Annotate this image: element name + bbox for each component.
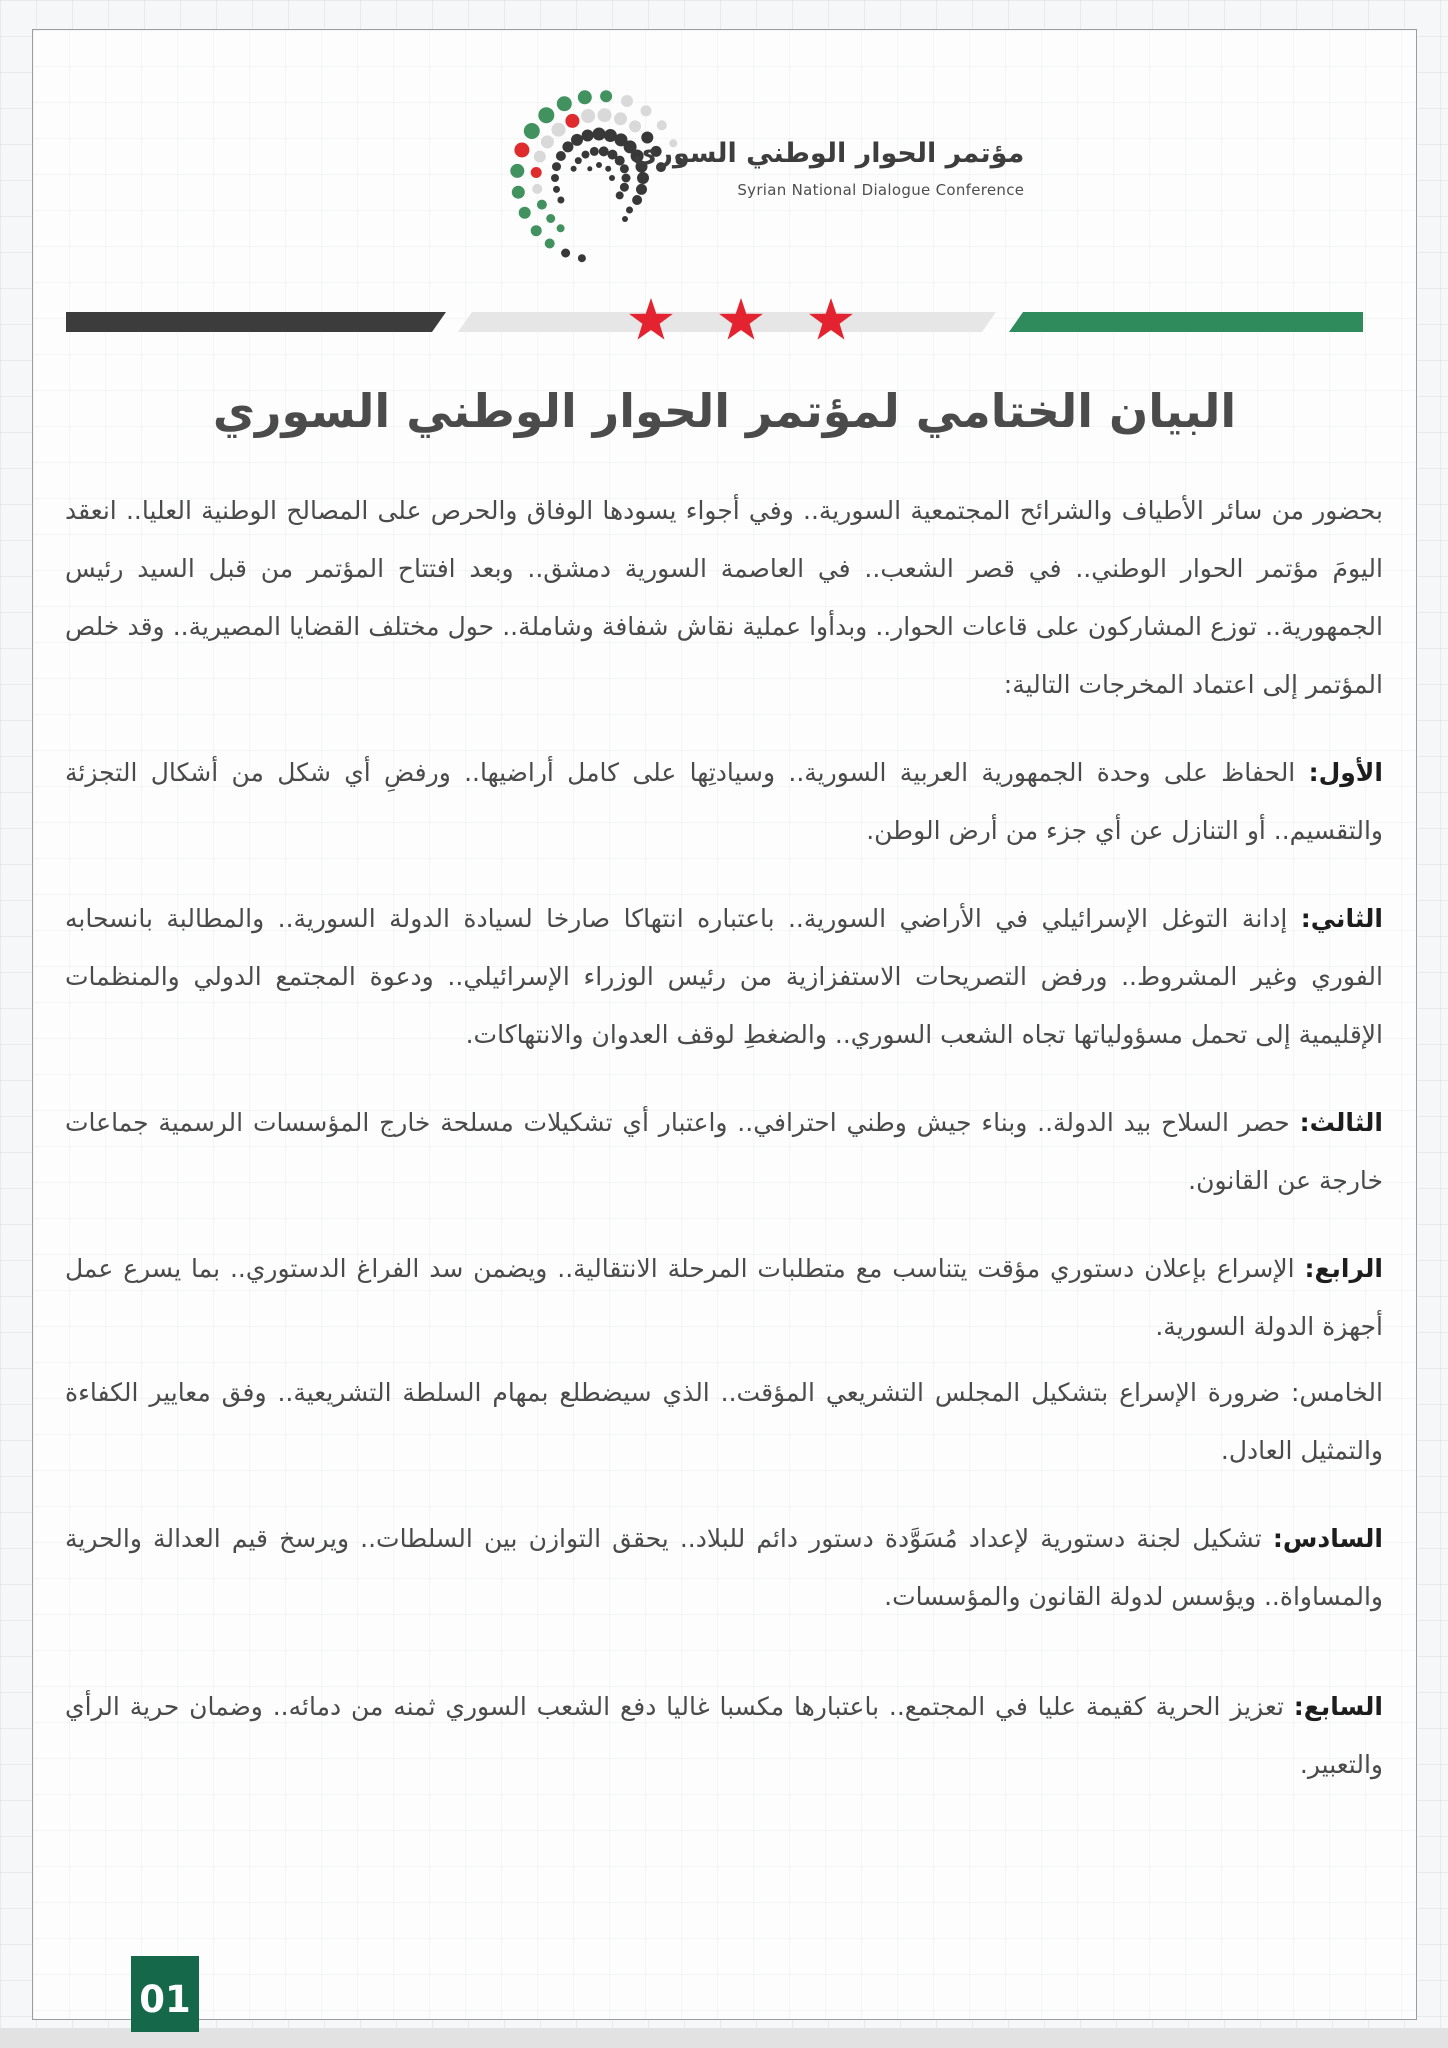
flag-green-segment	[1009, 312, 1363, 332]
star-icon	[626, 297, 676, 345]
logo-title-english: Syrian National Dialogue Conference	[737, 181, 1025, 199]
flag-black-segment	[66, 312, 446, 332]
statement-item-1	[65, 744, 1383, 860]
item-4-label: الرابع:	[1304, 1254, 1383, 1283]
item-3-label: الثالث:	[1299, 1108, 1383, 1137]
logo-text	[633, 138, 1025, 199]
conference-logo	[61, 86, 1444, 262]
statement-item-5	[65, 1364, 1383, 1480]
star-icon	[806, 297, 856, 345]
item-7-text: تعزيز الحرية كقيمة عليا في المجتمع.. باعتبارها مكسبا غاليا دفع الشعب السوري ثمنه من دمائه.. وضمان حرية الرأي والتعبير.	[65, 1692, 1383, 1779]
logo-title-arabic: مؤتمر الحوار الوطني السوري	[632, 138, 1025, 169]
star-icon	[716, 297, 766, 345]
item-7-label: السابع:	[1293, 1692, 1383, 1721]
item-3-text: حصر السلاح بيد الدولة.. وبناء جيش وطني احترافي.. واعتبار أي تشكيلات مسلحة خارج المؤسسات الرسمية جماعات خارجة عن القانون.	[65, 1108, 1383, 1195]
item-6-text: تشكيل لجنة دستورية لإعداد مُسَوَّدة دستور دائم للبلاد.. يحقق التوازن بين السلطات.. ويرسخ قيم العدالة والحرية والمساواة.. ويؤسس لدولة القانون والمؤسسات.	[65, 1524, 1383, 1611]
item-5-label: الخامس:	[1290, 1378, 1383, 1407]
statement-item-6	[65, 1510, 1383, 1626]
item-6-label: السادس:	[1272, 1524, 1383, 1553]
item-1-label: الأول:	[1308, 758, 1383, 787]
statement-body	[65, 482, 1383, 1824]
bottom-strip	[0, 2028, 1448, 2048]
item-1-text: الحفاظ على وحدة الجمهورية العربية السورية.. وسيادتِها على كامل أراضيها.. ورفضِ أي شكل من أشكال التجزئة والتقسيم.. أو التنازل عن أي جزء من أرض الوطن.	[65, 758, 1383, 845]
statement-item-2	[65, 890, 1383, 1064]
item-2-label: الثاني:	[1300, 904, 1383, 933]
item-2-text: إدانة التوغل الإسرائيلي في الأراضي السورية.. باعتباره انتهاكا صارخا لسيادة الدولة السورية.. والمطالبة بانسحابه الفوري وغير المشروط.. ورفض التصريحات الاستفزازية من رئيس الوزراء الإسرائيلي.. ودعوة المجتمع الدولي والمنظمات الإقليمية إلى تحمل مسؤولياتها تجاه الشعب السوري.. والضغطِ لوقف العدوان والانتهاكات.	[65, 904, 1383, 1049]
intro-paragraph: بحضور من سائر الأطياف والشرائح المجتمعية السورية.. وفي أجواء يسودها الوفاق والحرص على المصالح الوطنية العليا.. انعقد اليومَ مؤتمر الحوار الوطني.. في قصر الشعب.. في العاصمة السورية دمشق.. وبعد افتتاح المؤتمر من قبل السيد رئيس الجمهورية.. توزع المشاركون على قاعات الحوار.. وبدأوا عملية نقاش شفافة وشاملة.. حول مختلف القضايا المصيرية.. وقد خلص المؤتمر إلى اعتماد المخرجات التالية:	[65, 496, 1383, 699]
page-title: البيان الختامي لمؤتمر الحوار الوطني السوري	[212, 384, 1237, 438]
page-number-badge: 01	[131, 1956, 199, 2032]
item-4-text: الإسراع بإعلان دستوري مؤقت يتناسب مع متطلبات المرحلة الانتقالية.. ويضمن سد الفراغ الدستوري.. بما يسرع عمل أجهزة الدولة السورية.	[65, 1254, 1383, 1341]
statement-item-7	[65, 1678, 1383, 1794]
flag-divider	[66, 312, 1363, 332]
page	[32, 29, 1417, 2020]
statement-item-4	[65, 1240, 1383, 1356]
statement-item-3	[65, 1094, 1383, 1210]
item-5-text: ضرورة الإسراع بتشكيل المجلس التشريعي المؤقت.. الذي سيضطلع بمهام السلطة التشريعية.. وفق معايير الكفاءة والتمثيل العادل.	[65, 1378, 1383, 1465]
